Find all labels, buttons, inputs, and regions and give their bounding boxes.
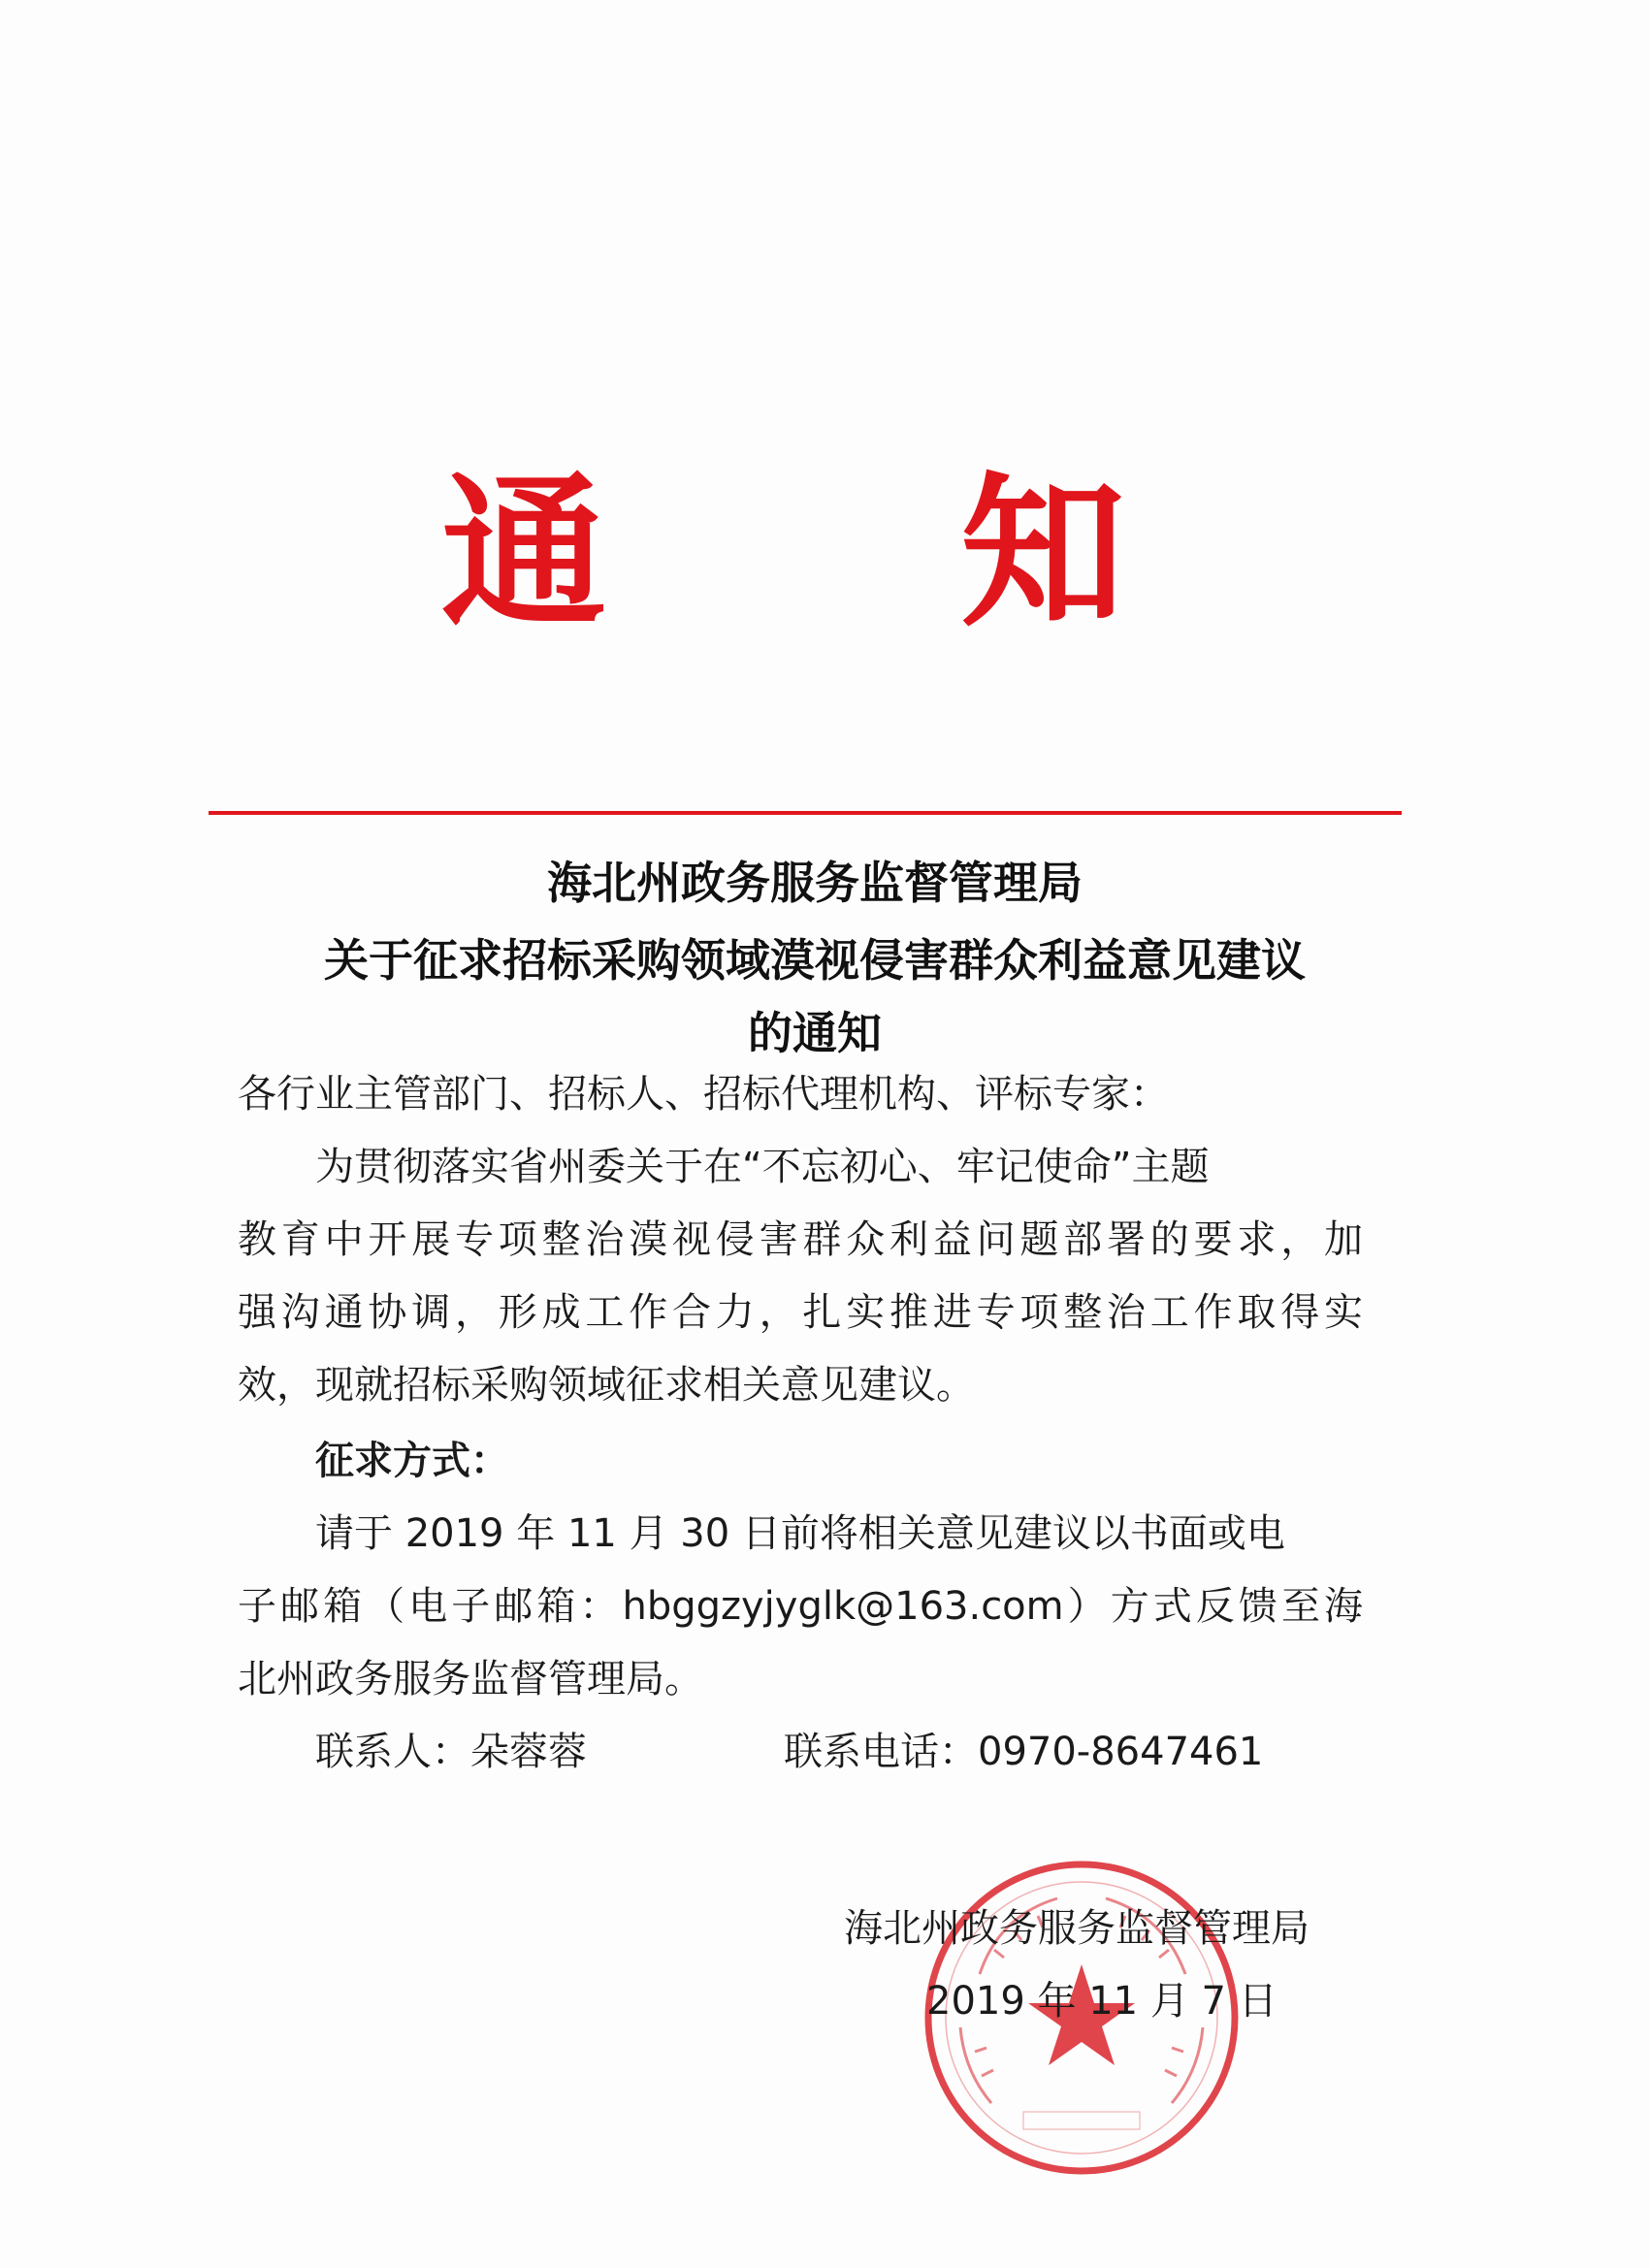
heading-char-1: 通 <box>441 456 607 650</box>
method-heading: 征求方式： <box>315 1439 509 1483</box>
title-line-1: 海北州政务服务监督管理局 <box>547 857 1083 909</box>
para1-line-2: 教育中开展专项整治漠视侵害群众利益问题部署的要求，加 <box>238 1217 1363 1262</box>
para1-line-4: 效，现就招标采购领域征求相关意见建议。 <box>238 1363 975 1408</box>
para1-line-1: 为贯彻落实省州委关于在“不忘初心、牢记使命”主题 <box>315 1145 1210 1189</box>
red-divider-line <box>209 811 1402 815</box>
contact-person: 联系人：朵蓉蓉 <box>315 1730 587 1774</box>
para2-line-2: 子邮箱（电子邮箱：hbggzyjyglk@163.com）方式反馈至海 <box>238 1584 1363 1629</box>
para1-line-3: 强沟通协调，形成工作合力，扎实推进专项整治工作取得实 <box>238 1290 1363 1335</box>
signature-date: 2019 年 11 月 7 日 <box>926 1979 1277 2024</box>
title-line-3: 的通知 <box>748 1007 882 1059</box>
notice-heading <box>0 456 1649 650</box>
signature-org: 海北州政务服务监督管理局 <box>844 1906 1310 1951</box>
salutation: 各行业主管部门、招标人、招标代理机构、评标专家： <box>238 1072 1169 1117</box>
para2-line-1: 请于 2019 年 11 月 30 日前将相关意见建议以书面或电 <box>315 1511 1285 1556</box>
contact-phone: 联系电话：0970-8647461 <box>784 1730 1264 1774</box>
para2-line-3: 北州政务服务监督管理局。 <box>238 1657 703 1701</box>
heading-char-2: 知 <box>960 456 1126 650</box>
title-line-2: 关于征求招标采购领域漠视侵害群众利益意见建议 <box>324 934 1306 987</box>
